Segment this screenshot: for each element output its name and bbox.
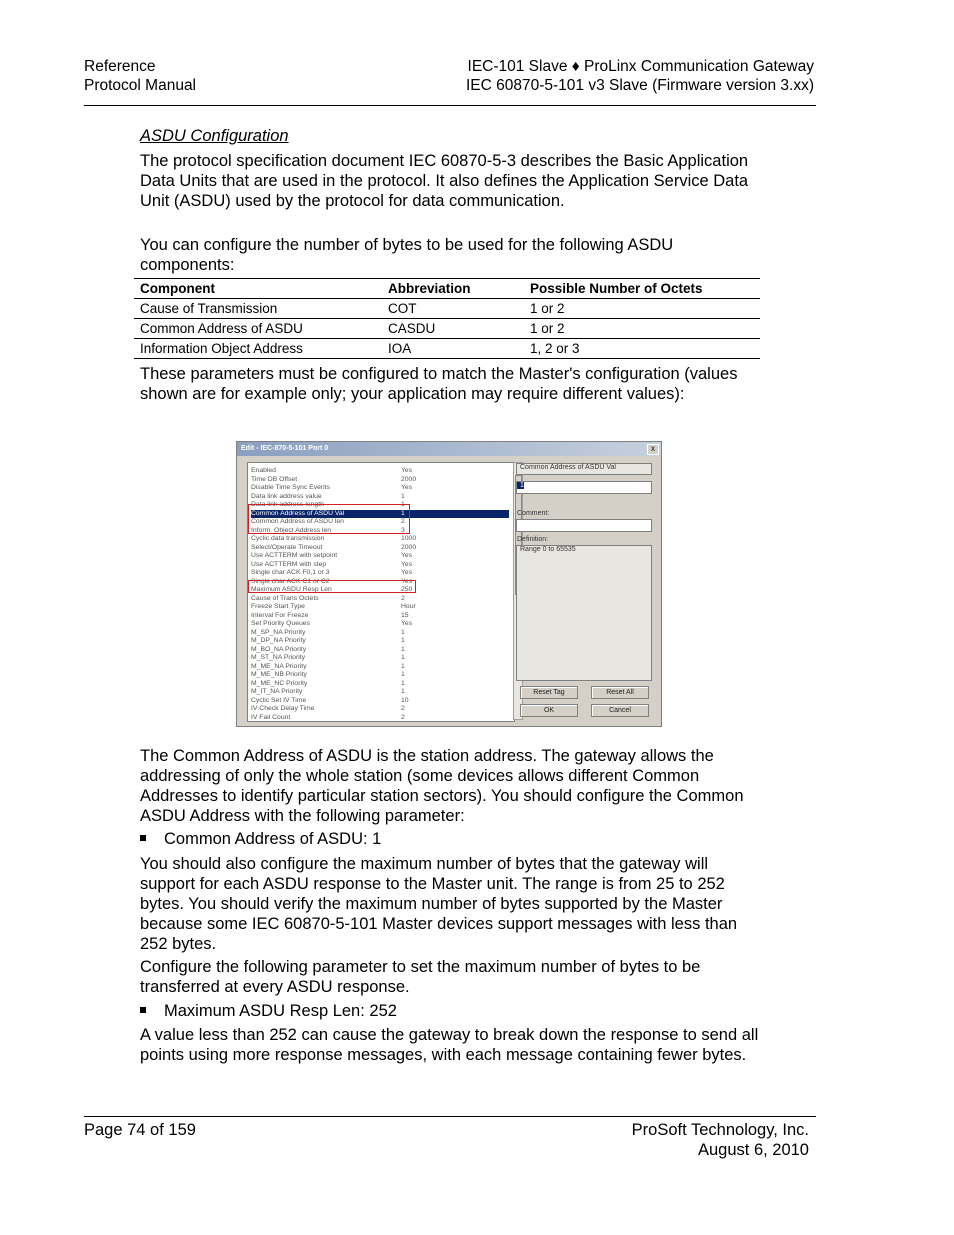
parameter-name: IV Fail Count <box>251 713 291 721</box>
table-cell: CASDU <box>382 319 524 339</box>
parameter-row[interactable] <box>251 535 509 543</box>
parameter-value: 2000 <box>401 543 417 551</box>
publish-date: August 6, 2010 <box>697 1141 809 1159</box>
table-cell: Information Object Address <box>134 339 382 359</box>
parameter-row[interactable] <box>251 637 509 645</box>
value-text: 1 <box>517 482 524 489</box>
header-section: Reference <box>84 58 156 75</box>
parameter-name: Cyclic Set IV Time <box>251 696 307 704</box>
parameter-name: M_ME_NA Priority <box>251 662 307 670</box>
table-header: Abbreviation <box>382 279 524 299</box>
parameter-name: M_ST_NA Priority <box>251 654 306 661</box>
header-left <box>84 57 196 95</box>
close-icon[interactable]: x <box>647 444 659 455</box>
table-header: Possible Number of Octets <box>524 279 760 299</box>
parameter-name: Freeze Start Type <box>251 603 305 610</box>
parameter-name: Disable Time Sync Events <box>251 484 330 491</box>
bullet-icon <box>140 1007 146 1013</box>
parameter-row[interactable] <box>251 552 509 560</box>
table-cell: 1 or 2 <box>524 319 760 339</box>
parameter-value: Hour <box>401 603 416 610</box>
parameter-name: IV Check Delay Time <box>251 705 315 712</box>
parameter-row[interactable] <box>251 544 509 552</box>
table-row <box>134 299 760 319</box>
paragraph-common-address: The Common Address of ASDU is the station address. The gateway allows the addressing of only the whole station (some devices allows different Common Addresses to identify particular station sectors). You should configure the Common ASDU Address with the following parameter: <box>140 747 744 825</box>
parameter-row[interactable] <box>251 493 509 501</box>
bullet-max-resp-len <box>140 1001 397 1021</box>
parameter-name: Common Address of ASDU len <box>251 518 344 525</box>
parameter-row[interactable] <box>251 595 509 603</box>
reset-all-button[interactable]: Reset All <box>591 686 649 699</box>
section-title: ASDU Configuration <box>140 127 289 145</box>
header-manual: Protocol Manual <box>84 77 197 94</box>
header-firmware: IEC 60870-5-101 v3 Slave (Firmware version 3.xx) <box>465 77 814 94</box>
parameter-row[interactable] <box>251 569 509 577</box>
parameter-value: Yes <box>401 620 413 627</box>
highlight-asdu-box <box>248 504 410 534</box>
parameter-value: 1 <box>401 654 405 661</box>
parameter-value: 2 <box>401 518 405 525</box>
header-rule <box>84 105 816 106</box>
parameter-name: Data link address value <box>251 492 322 500</box>
header-right <box>466 57 814 95</box>
parameter-value: 1 <box>401 671 405 678</box>
parameter-name: Data link address length <box>251 501 324 508</box>
paragraph-parameters: These parameters must be configured to match the Master's configuration (values shown are for example only; your application may require different values): <box>140 365 738 403</box>
parameter-value: Yes <box>401 484 413 491</box>
parameter-name: Cause of Trans Octets <box>251 594 319 602</box>
comment-input[interactable] <box>516 519 652 532</box>
parameter-name: M_SP_NA Priority <box>251 628 306 636</box>
table-cell: 1 or 2 <box>524 299 760 319</box>
table-row <box>134 319 760 339</box>
paragraph-configure-max: Configure the following parameter to set the maximum number of bytes to be transferred at every ASDU response. <box>140 958 701 996</box>
parameter-row[interactable] <box>251 680 509 688</box>
parameter-row[interactable] <box>251 629 509 637</box>
definition-text: Range 0 to 65535 <box>520 546 576 553</box>
parameter-row[interactable] <box>251 671 509 679</box>
parameter-value: 2 <box>401 594 405 602</box>
parameter-row[interactable] <box>251 646 509 654</box>
parameter-row[interactable] <box>251 467 509 475</box>
parameter-name: M_ME_NC Priority <box>251 679 308 687</box>
parameter-name: M_BO_NA Priority <box>251 645 307 653</box>
parameter-value: 2 <box>401 713 405 721</box>
parameter-value: Yes <box>401 569 413 576</box>
parameter-name: Use ACTTERM with setpoint <box>251 552 338 559</box>
table-header: Component <box>134 279 382 299</box>
parameter-value: 250 <box>401 586 413 593</box>
parameter-value: 15 <box>401 611 409 619</box>
parameter-row[interactable] <box>251 705 509 713</box>
parameter-row[interactable] <box>251 654 509 662</box>
table-cell: Common Address of ASDU <box>134 319 382 339</box>
value-input[interactable] <box>516 481 652 494</box>
parameter-row[interactable] <box>251 620 509 628</box>
parameter-name: Cyclic data transmission <box>251 535 325 542</box>
parameter-value: 1 <box>401 679 405 687</box>
definition-box <box>516 545 652 681</box>
parameter-row[interactable] <box>251 612 509 620</box>
ok-button[interactable]: OK <box>520 704 578 717</box>
table-cell: 1, 2 or 3 <box>524 339 760 359</box>
parameter-name: M_ME_NB Priority <box>251 671 307 678</box>
parameter-name: Inform. Object Address len <box>251 526 332 534</box>
bullet-text: Common Address of ASDU: 1 <box>164 830 382 848</box>
parameter-row[interactable] <box>251 714 509 722</box>
parameter-name: Single char ACK F0,1 or 3 <box>251 569 330 576</box>
parameter-value: 1 <box>401 509 405 517</box>
parameter-row[interactable] <box>251 663 509 671</box>
highlight-resp-len-box <box>248 577 416 593</box>
bullet-text: Maximum ASDU Resp Len: 252 <box>164 1002 397 1020</box>
parameter-value: 10 <box>401 696 409 704</box>
parameter-row[interactable] <box>251 476 509 484</box>
parameter-value: 2 <box>401 705 405 712</box>
parameter-row[interactable] <box>251 561 509 569</box>
parameter-name: Enabled <box>251 467 276 474</box>
parameter-name: Time DB Offset <box>251 475 298 483</box>
parameter-name: Interval For Freeze <box>251 611 309 619</box>
parameter-row[interactable] <box>251 484 509 492</box>
parameter-name: Maximum ASDU Resp Len <box>251 586 332 593</box>
parameter-value: 1 <box>401 637 405 644</box>
parameter-name: M_DP_NA Priority <box>251 637 306 644</box>
table-row <box>134 339 760 359</box>
table-cell: Cause of Transmission <box>134 299 382 319</box>
parameter-value: Yes <box>401 560 413 568</box>
parameter-row[interactable] <box>251 697 509 705</box>
paragraph-configure: You can configure the number of bytes to be used for the following ASDU components: <box>140 236 674 274</box>
parameter-value: 1 <box>401 501 405 508</box>
parameter-value: 1 <box>401 688 405 695</box>
paragraph-value-less: A value less than 252 can cause the gateway to break down the response to send all points using more response messages, with each message containing fewer bytes. <box>140 1026 759 1064</box>
parameter-value: Yes <box>401 577 413 585</box>
company-name: ProSoft Technology, Inc. <box>631 1121 809 1139</box>
parameter-name: Use ACTTERM with step <box>251 560 327 568</box>
parameter-name: Set Priority Queues <box>251 620 310 627</box>
reset-tag-button[interactable]: Reset Tag <box>520 686 578 699</box>
paragraph-max-bytes: You should also configure the maximum number of bytes that the gateway will support for each ASDU response to the Master unit. The range is from 25 to 252 bytes. You should verify the maximum number of bytes supported by the Master because some IEC 60870-5-101 Master devices support messages with less than 252 bytes. <box>140 855 738 953</box>
parameter-name: Single char ACK C1 or C2 <box>251 577 330 585</box>
parameter-value: 1000 <box>401 535 417 542</box>
footer-right <box>632 1120 809 1160</box>
parameter-name: M_IT_NA Priority <box>251 688 303 695</box>
table-header-row <box>134 279 760 299</box>
parameter-row[interactable] <box>251 603 509 611</box>
parameter-name-display <box>516 463 652 475</box>
paragraph-intro: The protocol specification document IEC 60870-5-3 describes the Basic Application Data Units that are used in the protocol. It also defines the Application Service Data Unit (ASDU) used by the protocol for data communication. <box>140 152 749 210</box>
table-cell: COT <box>382 299 524 319</box>
footer-rule <box>84 1116 816 1117</box>
parameter-value: 1 <box>401 628 405 636</box>
parameter-value: Yes <box>401 467 413 474</box>
parameter-value: 1 <box>401 662 405 670</box>
parameter-value: 1 <box>401 492 405 500</box>
dialog-title: Edit - IEC-870-5-101 Port 0 <box>237 442 661 456</box>
cancel-button[interactable]: Cancel <box>591 704 649 717</box>
parameter-value: Yes <box>401 552 413 559</box>
bullet-icon <box>140 835 146 841</box>
parameter-value: 1 <box>401 645 405 653</box>
page-number: Page 74 of 159 <box>84 1121 196 1139</box>
parameter-value: 3 <box>401 526 405 534</box>
parameter-name: Common Address of ASDU Val <box>251 509 345 517</box>
config-dialog-screenshot <box>236 441 662 727</box>
definition-label: Definition: <box>517 536 549 543</box>
header-product: IEC-101 Slave ♦ ProLinx Communication Gateway <box>467 58 814 75</box>
table-cell: IOA <box>382 339 524 359</box>
parameter-row[interactable] <box>251 688 509 696</box>
parameter-name: Common Address of ASDU Val <box>520 464 616 471</box>
comment-label: Comment: <box>517 510 550 517</box>
parameter-name: Select/Operate Timeout <box>251 543 323 551</box>
parameter-value: 2000 <box>401 475 417 483</box>
asdu-components-table <box>134 278 760 359</box>
bullet-common-address <box>140 829 381 849</box>
